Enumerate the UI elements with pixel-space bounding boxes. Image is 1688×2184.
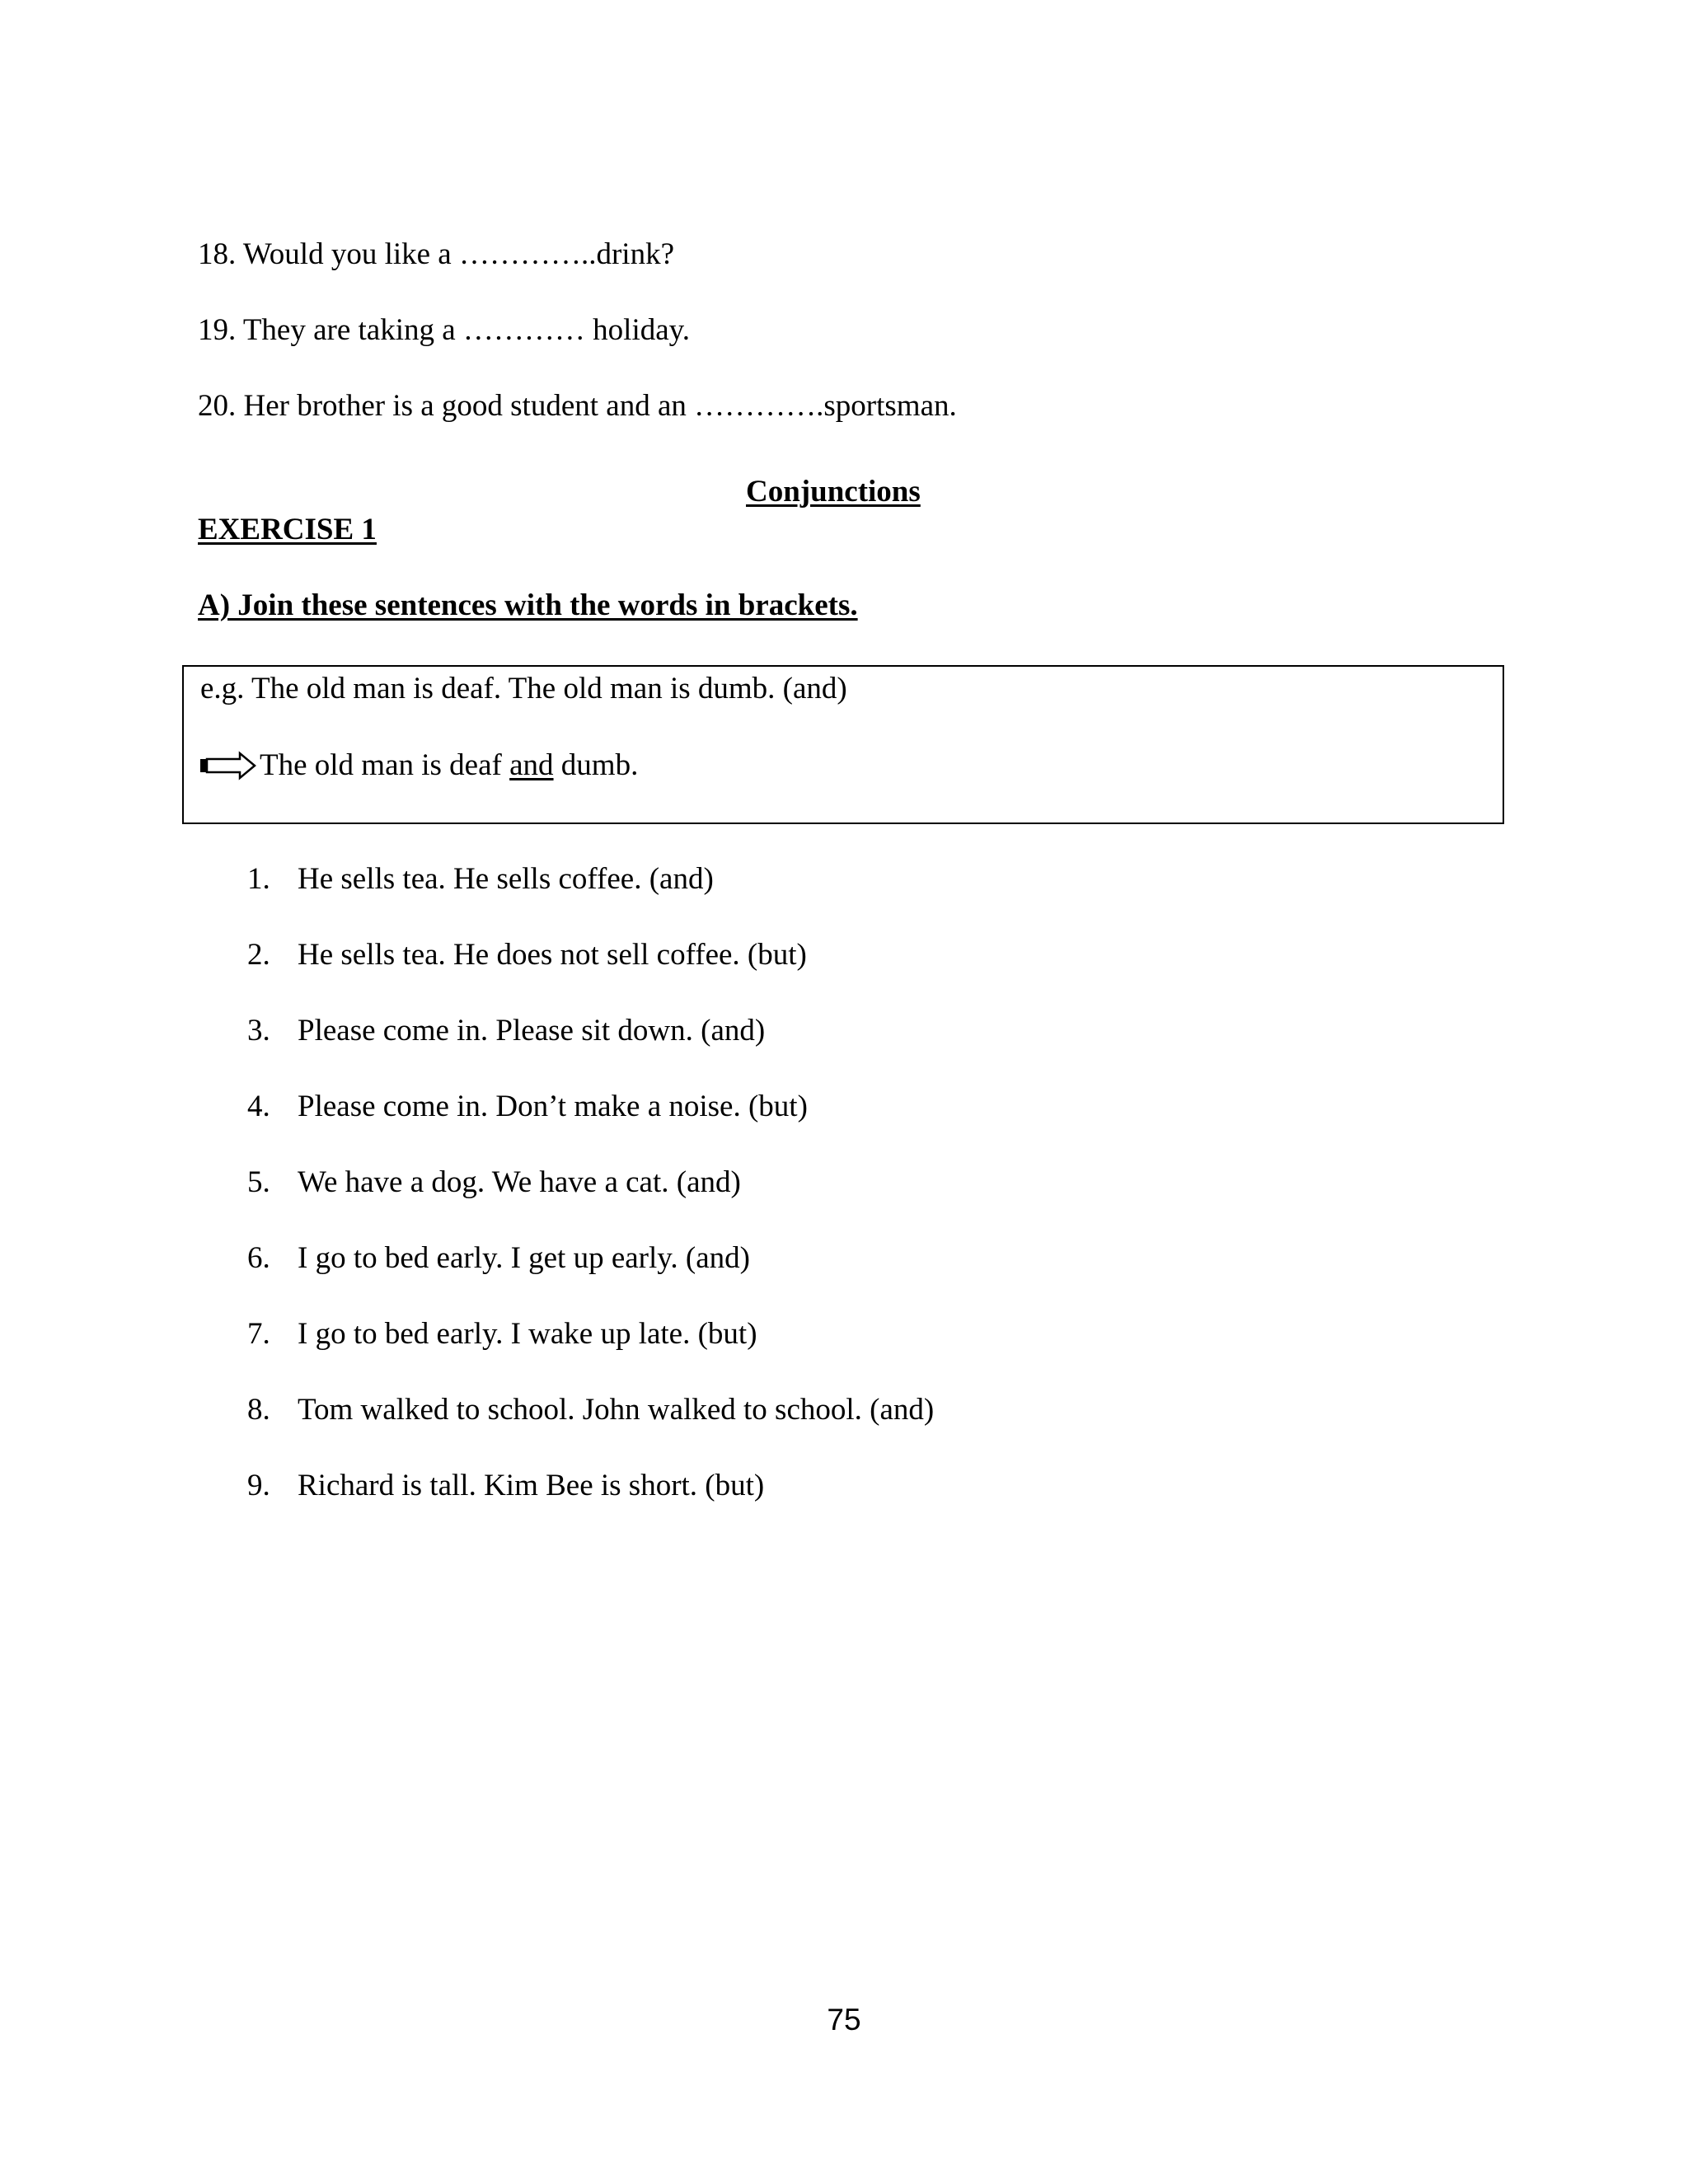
example-question: e.g. The old man is deaf. The old man is dumb. (and) [200, 672, 847, 705]
list-item-number: 4. [247, 1090, 270, 1123]
list-item-text: Richard is tall. Kim Bee is short. (but) [298, 1469, 765, 1502]
list-item [247, 1240, 750, 1277]
question-18: 18. Would you like a …………..drink? [198, 237, 674, 271]
question-20: 20. Her brother is a good student and an ………….sportsman. [198, 389, 957, 423]
question-19: 19. They are taking a ………… holiday. [198, 313, 691, 347]
example-box [182, 665, 1504, 824]
list-item-number: 8. [247, 1393, 270, 1427]
list-item [247, 860, 714, 898]
list-item-text: Please come in. Don’t make a noise. (but) [298, 1090, 808, 1123]
list-item [247, 1467, 764, 1505]
list-item-number: 7. [247, 1317, 270, 1351]
example-answer [199, 747, 638, 785]
right-arrow-icon [199, 751, 258, 780]
exercise-title: EXERCISE 1 [198, 513, 377, 546]
list-item [247, 1391, 934, 1429]
list-item-text: He sells tea. He does not sell coffee. (but) [298, 938, 807, 972]
example-answer-suffix: dumb. [553, 748, 639, 782]
list-item-number: 1. [247, 862, 270, 896]
instruction: A) Join these sentences with the words in brackets. [198, 588, 858, 622]
example-answer-prefix: The old man is deaf [260, 748, 510, 782]
list-item [247, 1315, 757, 1353]
section-title: Conjunctions [746, 475, 921, 509]
list-item [247, 1012, 765, 1050]
list-item-number: 3. [247, 1014, 270, 1047]
list-item-text: Please come in. Please sit down. (and) [298, 1014, 766, 1047]
list-item [247, 1088, 808, 1126]
list-item-number: 2. [247, 938, 270, 972]
list-item-text: We have a dog. We have a cat. (and) [298, 1165, 741, 1199]
list-item-text: I go to bed early. I get up early. (and) [298, 1241, 750, 1275]
list-item-number: 5. [247, 1165, 270, 1199]
list-item-text: I go to bed early. I wake up late. (but) [298, 1317, 757, 1351]
list-item-text: Tom walked to school. John walked to school. (and) [298, 1393, 935, 1427]
list-item-number: 6. [247, 1241, 270, 1275]
list-item-text: He sells tea. He sells coffee. (and) [298, 862, 714, 896]
example-answer-conjunction: and [509, 748, 554, 782]
page-number: 75 [827, 2003, 861, 2036]
list-item [247, 936, 807, 974]
list-item [247, 1164, 741, 1202]
list-item-number: 9. [247, 1469, 270, 1502]
